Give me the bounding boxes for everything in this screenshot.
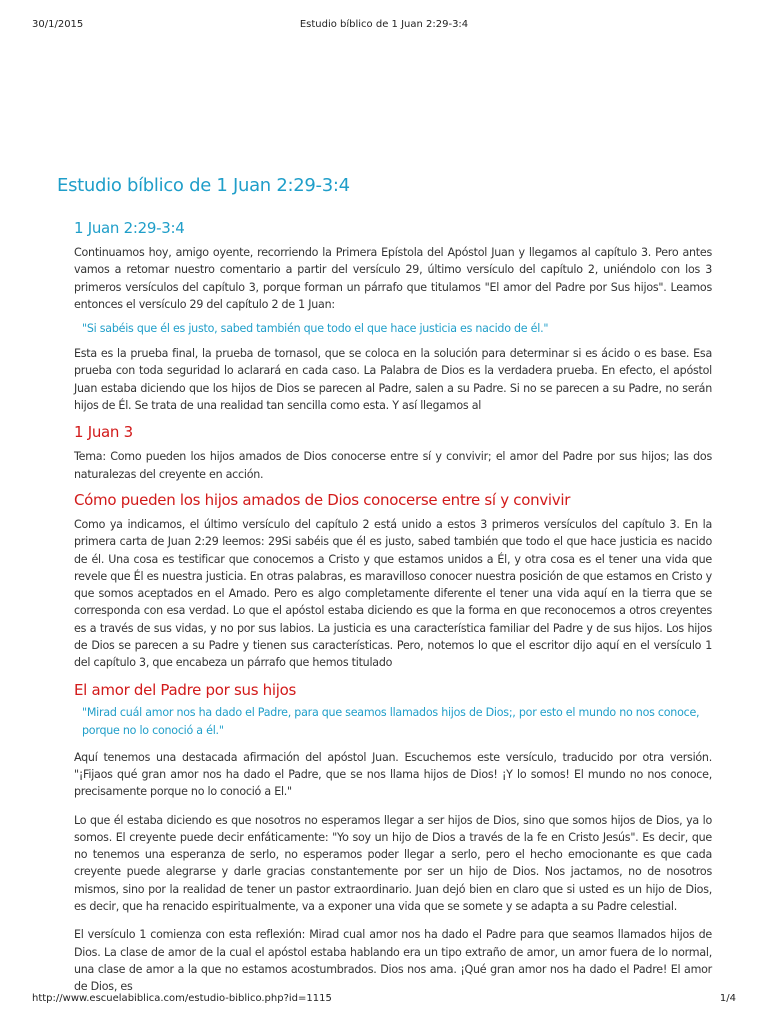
article-body [74,218,712,996]
article-title: Estudio bíblico de 1 Juan 2:29-3:4 [57,175,350,196]
paragraph-statement: Aquí tenemos una destacada afirmación del apóstol Juan. Escuchemos este versículo, traducido por otra versión. "¡Fijaos qué gran amor nos ha dado el Padre, que se nos llama hijos de Dios! ¡Y lo somos! El mundo no nos conoce, precisamente porque no lo conoció a El." [74,750,712,799]
section-heading-fathers-love: El amor del Padre por sus hijos [74,680,297,699]
quote-verse-1 [82,704,712,740]
quote-verse-1-line-2: porque no lo conoció a él." [82,723,224,737]
paragraph-last-verse: Como ya indicamos, el último versículo del capítulo 2 está unido a estos 3 primeros versículos del capítulo 3. En la primera carta de Juan 2:29 leemos: 29Si sabéis que él es justo, sabed también que todo el que hace justicia es nacido de él. Una cosa es testificar que conocemos a Cristo y que estamos unidos a Él, y otra cosa es el tener una vida que revele que Él es nuestra justicia. En otras palabras, es maravilloso conocer nuestra posición de que estamos en Cristo y que somos aceptados en el Amado. Pero es algo completamente diferente el tener una vida aquí en la tierra que se corresponda con esa verdad. Lo que el apóstol estaba diciendo es que la forma en que reconocemos a otros creyentes es a través de sus vidas, y no por sus labios. La justicia es una característica familiar del Padre y de sus hijos. Los hijos de Dios se parecen a su Padre y tienen sus características. Pero, notemos lo que el escritor dijo aquí en el versículo 1 del capítulo 3, que encabeza un párrafo que hemos titulado [74,517,712,670]
quote-verse-1-line-1: "Mirad cuál amor nos ha dado el Padre, para que seamos llamados hijos de Dios;, por esto el mundo no nos conoce, [82,705,700,719]
print-url: http://www.escuelabiblica.com/estudio-biblico.php?id=1115 [32,993,332,1004]
section-heading-how-children-know: Cómo pueden los hijos amados de Dios conocerse entre sí y convivir [74,490,571,509]
print-footer [0,993,768,1007]
quote-verse-29: "Si sabéis que él es justo, sabed también que todo el que hace justicia es nacido de él." [82,322,549,336]
print-page-title: Estudio bíblico de 1 Juan 2:29-3:4 [299,19,469,30]
page-number: 1/4 [719,993,736,1004]
page-content [56,172,712,996]
paragraph-children-of-god: Lo que él estaba diciendo es que nosotros no esperamos llegar a ser hijos de Dios, sino que somos hijos de Dios, ya lo somos. El creyente puede decir enfáticamente: "Yo soy un hijo de Dios a través de la fe en Cristo Jesús". Es decir, que no tenemos una esperanza de serlo, no esperamos poder llegar a serlo, pero el hecho emocionante es que cada creyente puede alegrarse y darle gracias constantemente por ser un hijo de Dios. Nos jactamos, no de nosotros mismos, sino por la realidad de tener un pastor extraordinario. Juan dejó bien en claro que si usted es un hijo de Dios, es decir, que ha renacido espiritualmente, va a exponer una vida que se somete y se adapta a su Padre celestial. [74,813,712,914]
print-header [0,19,768,33]
paragraph-intro: Continuamos hoy, amigo oyente, recorriendo la Primera Epístola del Apóstol Juan y llegamos al capítulo 3. Pero antes vamos a retomar nuestro comentario a partir del versículo 29, último versículo del capítulo 2, uniéndolo con los 3 primeros versículos del capítulo 3, porque forman un párrafo que titulamos "El amor del Padre por Sus hijos". Leamos entonces el versículo 29 del capítulo 2 de 1 Juan: [74,246,712,311]
paragraph-verse-1-reflection: El versículo 1 comienza con esta reflexión: Mirad cual amor nos ha dado el Padre para que seamos llamados hijos de Dios. La clase de amor de la cual el apóstol estaba hablando era un tipo extraño de amor, un amor fuera de lo normal, una clase de amor a la que no estamos acostumbrados. Dios nos ama. ¡Qué gran amor nos ha dado el Padre! El amor de Dios, es [74,928,712,994]
print-date: 30/1/2015 [32,19,84,30]
paragraph-theme: Tema: Como pueden los hijos amados de Dios conocerse entre sí y convivir; el amor del Padre por sus hijos; las dos naturalezas del creyente en acción. [74,450,712,481]
section-heading-reference: 1 Juan 2:29-3:4 [74,219,185,237]
section-heading-chapter-3: 1 Juan 3 [74,423,133,442]
paragraph-litmus-test: Esta es la prueba final, la prueba de tornasol, que se coloca en la solución para determinar si es ácido o es base. Esa prueba con toda seguridad lo aclarará en cada caso. La Palabra de Dios es la verdadera prueba. En efecto, el apóstol Juan estaba diciendo que los hijos de Dios se parecen al Padre, salen a su Padre. Si no se parecen a su Padre, no serán hijos de Él. Se trata de una realidad tan sencilla como esta. Y así llegamos al [74,347,712,413]
